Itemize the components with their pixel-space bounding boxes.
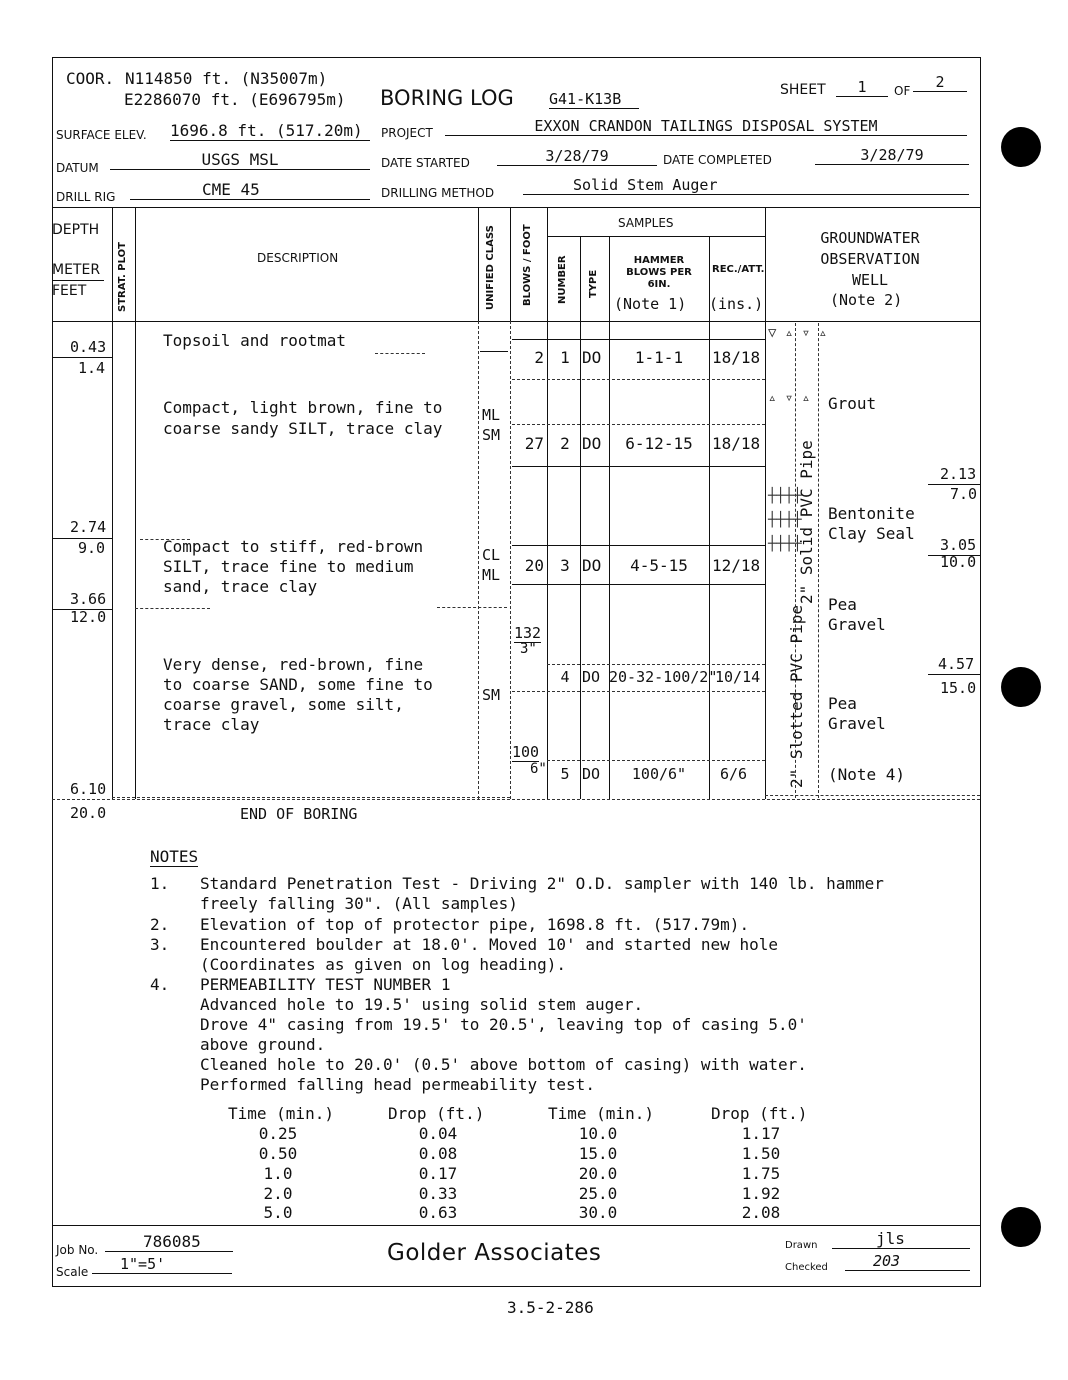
well-mark-divider (928, 674, 980, 675)
col-rec-line (765, 207, 766, 799)
depth-feet: 1.4 (78, 359, 106, 377)
hammer-note: (Note 1) (614, 295, 687, 313)
class-label: ML (482, 566, 501, 584)
sample-top (512, 424, 765, 425)
job-number: 786085 (105, 1232, 233, 1252)
sample-bottom (512, 691, 765, 692)
table-header-bottom (52, 321, 980, 322)
datum: USGS MSL (110, 150, 370, 170)
blows-foot-header: BLOWS / FOOT (522, 224, 533, 306)
strat-plot-header: STRAT. PLOT (117, 242, 128, 312)
note-line: Drove 4" casing from 19.5' to 20.5', leaving top of casing 5.0' (200, 1015, 807, 1034)
grout-hatch-icon: ▽ ▵ ▿ ▵ (768, 325, 828, 341)
perm-cell: 0.04 (418, 1124, 458, 1143)
depth-feet: 12.0 (70, 608, 107, 626)
perm-cell: 1.92 (741, 1184, 781, 1203)
note-number: 3. (150, 935, 170, 954)
drilling-method: Solid Stem Auger (523, 176, 969, 195)
well-casing-right (818, 323, 819, 798)
stratum-boundary (375, 353, 425, 354)
sheet-number: 1 (836, 78, 888, 97)
sample-blows-bottom: 6" (530, 761, 547, 777)
well-mark-feet: 15.0 (940, 679, 977, 697)
stratum-description: Topsoil and rootmat (163, 331, 347, 350)
sample-top (512, 545, 765, 546)
sample-hammer: 100/6" (631, 765, 687, 783)
meter-header: METER (52, 262, 101, 278)
depth-feet: 9.0 (78, 539, 106, 557)
perm-header: Drop (ft.) (388, 1104, 485, 1123)
sample-blows-top: 100 (512, 743, 540, 761)
perm-cell: 1.75 (741, 1164, 781, 1183)
drilling-method-label: DRILLING METHOD (381, 186, 495, 200)
sample-bottom (512, 584, 765, 585)
blows-left-line (510, 321, 511, 799)
note-number: 2. (150, 915, 170, 934)
checked-label: Checked (785, 1262, 828, 1273)
frame-bottom (52, 1286, 980, 1287)
col-desc-line (478, 207, 479, 321)
sample-recovery: 18/18 (712, 348, 761, 367)
well-mark-meter: 4.57 (938, 655, 975, 673)
type-header: TYPE (588, 269, 599, 298)
end-of-boring-line (52, 799, 980, 800)
note4-label: (Note 4) (828, 765, 906, 784)
stratum-boundary (437, 607, 507, 608)
perm-cell: 2.08 (741, 1203, 781, 1222)
sample-top (547, 664, 765, 665)
well-mark-feet: 10.0 (940, 553, 977, 571)
coor-north: N114850 ft. (N35007m) (125, 69, 328, 88)
col-type-line (609, 236, 610, 799)
stratum-boundary (112, 797, 510, 798)
well-mark-feet: 7.0 (950, 485, 978, 503)
slotted-pipe-label: 2" Slotted PVC Pipe (787, 604, 806, 788)
perm-cell: 30.0 (578, 1203, 618, 1222)
project: EXXON CRANDON TAILINGS DISPOSAL SYSTEM (445, 117, 967, 136)
sample-recovery: 6/6 (720, 765, 748, 783)
perm-cell: 0.17 (418, 1164, 458, 1183)
samples-header: SAMPLES (618, 216, 674, 230)
drill-rig-label: DRILL RIG (56, 190, 116, 204)
perm-cell: 0.50 (258, 1144, 298, 1163)
depth-divider (52, 357, 112, 358)
note-line: (Coordinates as given on log heading). (200, 955, 567, 974)
perm-cell: 0.33 (418, 1184, 458, 1203)
bentonite-hatch-icon: ┼┼┼┼ (768, 488, 802, 504)
unified-class-header: UNIFIED CLASS (485, 225, 496, 310)
sample-blows: 27 (524, 434, 544, 453)
sheet-label: SHEET (780, 82, 826, 98)
perm-cell: 0.25 (258, 1124, 298, 1143)
sample-bottom (512, 379, 765, 380)
surface-elev: 1696.8 ft. (517.20m) (170, 121, 370, 141)
pea-gravel-label: Gravel (828, 714, 886, 733)
sample-type: DO (582, 668, 601, 686)
class-label: CL (482, 546, 501, 564)
note-line: PERMEABILITY TEST NUMBER 1 (200, 975, 451, 994)
rec-header: REC./ATT. (712, 264, 765, 275)
col-hammer-line (709, 236, 710, 799)
checked-by: 203 (845, 1252, 970, 1271)
sample-number: 5 (560, 765, 570, 783)
depth-feet: 20.0 (70, 804, 107, 822)
sample-bottom (512, 466, 765, 467)
punch-hole-middle (1001, 667, 1041, 707)
date-started-label: DATE STARTED (381, 156, 470, 170)
sample-number: 1 (560, 348, 570, 367)
sample-number: 2 (560, 434, 570, 453)
of-label: OF (894, 84, 911, 98)
perm-cell: 20.0 (578, 1164, 618, 1183)
perm-cell: 25.0 (578, 1184, 618, 1203)
perm-cell: 0.63 (418, 1203, 458, 1222)
pea-gravel-label: Gravel (828, 615, 886, 634)
col-class-line (510, 207, 511, 321)
sample-blows-top: 132 (514, 624, 542, 642)
perm-cell: 0.08 (418, 1144, 458, 1163)
solid-pipe-label: 2" Solid PVC Pipe (797, 440, 816, 604)
perm-cell: 15.0 (578, 1144, 618, 1163)
depth-header: DEPTH (52, 222, 100, 238)
note-line: above ground. (200, 1035, 326, 1054)
notes-title: NOTES (150, 847, 199, 866)
perm-cell: 2.0 (263, 1184, 293, 1203)
sample-recovery: 12/18 (712, 556, 761, 575)
page-number: 3.5-2-286 (507, 1298, 594, 1317)
sample-hammer: 20-32-100/2" (609, 668, 718, 686)
note-line: Cleaned hole to 20.0' (0.5' above bottom of casing) with water. (200, 1055, 807, 1074)
sample-type: DO (582, 348, 602, 367)
bentonite-label: Clay Seal (828, 524, 915, 543)
note-line: Standard Penetration Test - Driving 2" O.D. sampler with 140 lb. hammer (200, 874, 884, 893)
perm-cell: 1.50 (741, 1144, 781, 1163)
perm-cell: 1.0 (263, 1164, 293, 1183)
col-blows-line (547, 207, 548, 799)
hammer-header: HAMMER BLOWS PER 6IN. (626, 255, 692, 290)
stratum-description: Compact to stiff, red-brown SILT, trace fine to medium sand, trace clay (163, 537, 424, 596)
pea-gravel-label: Pea (828, 694, 857, 713)
date-completed-label: DATE COMPLETED (663, 153, 772, 167)
perm-cell: 10.0 (578, 1124, 618, 1143)
note-number: 1. (150, 874, 170, 893)
depth-meter: 2.74 (70, 518, 107, 536)
surface-elev-label: SURFACE ELEV. (56, 128, 147, 142)
note-line: Elevation of top of protector pipe, 1698.8 ft. (517.79m). (200, 915, 750, 934)
col-strat-line (135, 207, 136, 799)
class-label: ML (482, 406, 501, 424)
number-header: NUMBER (557, 255, 568, 304)
coor-label: COOR. (66, 69, 115, 88)
well-mark-meter: 3.05 (940, 536, 977, 554)
col-depth-line (112, 207, 113, 799)
perm-header: Time (min.) (548, 1104, 654, 1123)
sample-blows: 2 (534, 348, 544, 367)
sample-type: DO (582, 556, 602, 575)
note-line: Encountered boulder at 18.0'. Moved 10' and started new hole (200, 935, 778, 954)
perm-header: Drop (ft.) (711, 1104, 808, 1123)
footer-top-line (52, 1225, 980, 1226)
sample-hammer: 6-12-15 (625, 434, 693, 453)
grout-label: Grout (828, 394, 877, 413)
bentonite-label: Bentonite (828, 504, 915, 523)
stratum-description: Compact, light brown, fine to coarse sandy SILT, trace clay (163, 398, 443, 438)
drawn-by: jls (832, 1229, 970, 1249)
date-started: 3/28/79 (497, 147, 657, 166)
class-boundary (480, 351, 508, 352)
class-left-line (478, 321, 479, 799)
sample-hammer: 4-5-15 (630, 556, 688, 575)
sheet-total: 2 (913, 73, 967, 92)
sample-type: DO (582, 765, 601, 783)
drill-rig: CME 45 (130, 180, 370, 200)
meter-feet-divider (52, 280, 104, 281)
perm-cell: 5.0 (263, 1203, 293, 1222)
table-top (52, 207, 980, 208)
groundwater-header: GROUNDWATER OBSERVATION WELL (820, 229, 920, 289)
sample-top (547, 760, 765, 761)
note-line: Performed falling head permeability test. (200, 1075, 595, 1094)
feet-header: FEET (52, 283, 87, 299)
grout-hatch-icon: ▵ ▿ ▵ (768, 390, 811, 406)
company-name: Golder Associates (387, 1240, 602, 1266)
boring-id: G41-K13B (549, 90, 639, 109)
sample-blows: 20 (524, 556, 544, 575)
col-number-line (580, 236, 581, 799)
drawn-label: Drawn (785, 1240, 818, 1251)
end-of-boring: END OF BORING (240, 805, 358, 823)
note-number: 4. (150, 975, 170, 994)
punch-hole-bottom (1001, 1207, 1041, 1247)
perm-cell: 1.17 (741, 1124, 781, 1143)
sample-blows-bottom: 3" (520, 641, 537, 657)
project-label: PROJECT (381, 126, 433, 140)
bentonite-hatch-icon: ┼┼┼┼ (768, 512, 802, 528)
description-header: DESCRIPTION (257, 251, 339, 265)
depth-meter: 3.66 (70, 590, 107, 608)
groundwater-note: (Note 2) (830, 291, 903, 309)
note-line: freely falling 30". (All samples) (200, 894, 518, 913)
class-label: SM (482, 686, 501, 704)
sample-top (512, 339, 765, 340)
frame-left (52, 57, 53, 1287)
sample-number: 3 (560, 556, 570, 575)
pea-gravel-label: Pea (828, 595, 857, 614)
sample-type: DO (582, 434, 602, 453)
depth-meter: 0.43 (70, 338, 107, 356)
frame-right (980, 57, 981, 1287)
stratum-description: Very dense, red-brown, fine to coarse SAND, some fine to coarse gravel, some silt, trace clay (163, 655, 433, 734)
note-line: Advanced hole to 19.5' using solid stem auger. (200, 995, 644, 1014)
frame-top (52, 57, 980, 58)
page-title: BORING LOG (380, 86, 514, 110)
sample-hammer: 1-1-1 (634, 348, 684, 367)
date-completed: 3/28/79 (815, 146, 969, 165)
coor-east: E2286070 ft. (E696795m) (124, 90, 346, 109)
well-bottom-line (765, 795, 980, 796)
depth-meter: 6.10 (70, 780, 107, 798)
sample-recovery: 10/14 (715, 668, 761, 686)
job-label: Job No. (56, 1243, 99, 1257)
punch-hole-top (1001, 127, 1041, 167)
datum-label: DATUM (56, 161, 99, 175)
samples-subheader-line (547, 236, 765, 237)
sample-number: 4 (560, 668, 570, 686)
bentonite-hatch-icon: ┼┼┼┼ (768, 536, 802, 552)
scale-value: 1"=5' (92, 1255, 232, 1274)
scale-label: Scale (56, 1265, 89, 1279)
sample-recovery: 18/18 (712, 434, 761, 453)
stratum-boundary (135, 608, 210, 609)
well-mark-meter: 2.13 (940, 465, 977, 483)
class-label: SM (482, 426, 501, 444)
rec-unit: (ins.) (709, 295, 764, 313)
perm-header: Time (min.) (228, 1104, 334, 1123)
